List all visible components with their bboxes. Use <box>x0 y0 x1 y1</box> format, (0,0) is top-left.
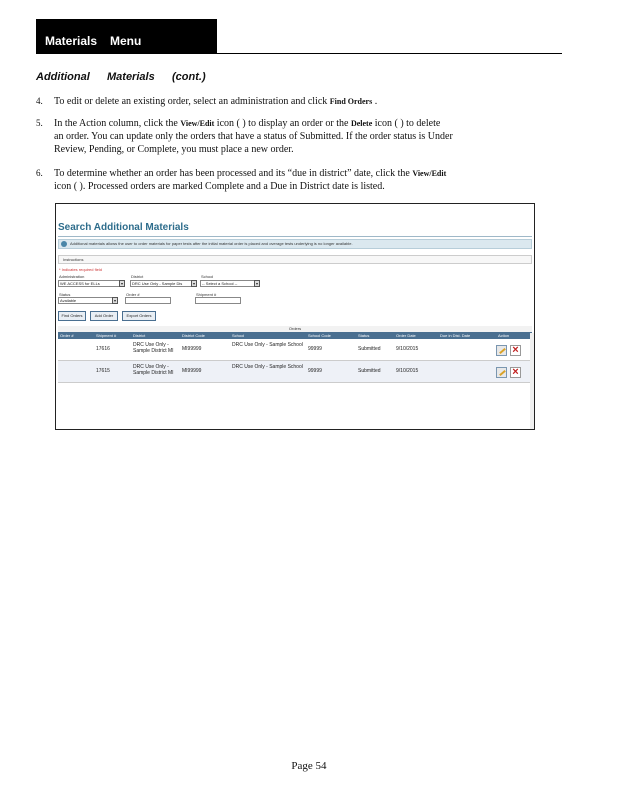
step-6-number: 6. <box>36 168 43 178</box>
status-label: Status <box>59 292 71 297</box>
step-5-text-e: icon ( ) to delete <box>374 118 441 129</box>
district-value: DRC Use Only - Sample Dis <box>132 281 183 286</box>
subtitle-word-additional: Additional <box>36 71 90 83</box>
header-rule <box>217 53 562 54</box>
col-order[interactable]: Order # <box>60 333 74 338</box>
search-additional-materials-screenshot <box>55 203 535 430</box>
cell-district: DRC Use Only - Sample District MI <box>133 364 174 376</box>
find-orders-button[interactable]: Find Orders <box>58 311 86 321</box>
cell-district: DRC Use Only - Sample District MI <box>133 342 174 354</box>
cell-order-date: 9/10/2015 <box>396 346 419 352</box>
info-text: Additional materials allows the user to order materials for paper tests after the initial material order is placed and overage tests underlying is no longer available. <box>70 241 353 246</box>
step-6-text-a: To determine whether an order has been processed and its “due in district” date, click the <box>54 168 410 179</box>
step-5-line-2: an order. You can update only the orders that have a status of Submitted. If the order status is Under <box>54 131 453 142</box>
page-number: Page 54 <box>291 760 327 772</box>
step-4-text-a: To edit or delete an existing order, select an administration and click <box>54 96 328 107</box>
grid-header <box>58 332 532 339</box>
export-orders-button[interactable]: Export Orders <box>122 311 156 321</box>
shipment-number-label: Shipment # <box>196 292 217 297</box>
cell-status: Submitted <box>358 346 381 352</box>
orders-grid <box>58 326 532 383</box>
col-school[interactable]: School <box>232 333 245 338</box>
delete-term: Delete <box>350 119 373 128</box>
add-order-button[interactable]: Add Order <box>90 311 118 321</box>
chevron-down-icon: ▾ <box>120 281 123 286</box>
chevron-down-icon: ▾ <box>192 281 195 286</box>
school-value: -- Select a School -- <box>202 281 238 286</box>
shipment-number-input[interactable] <box>195 297 241 304</box>
step-6-line-2: icon ( ). Processed orders are marked Complete and a Due in District date is listed. <box>54 181 385 192</box>
col-due-date[interactable]: Due in Dist. Date <box>440 333 471 338</box>
school-select[interactable] <box>200 280 260 287</box>
info-icon <box>61 241 67 247</box>
required-note: * Indicates required field <box>59 267 102 272</box>
step-5-number: 5. <box>36 118 43 128</box>
cell-district-code: MI99999 <box>182 368 202 374</box>
cell-school-code: 99999 <box>308 346 322 352</box>
col-school-code[interactable]: School Code <box>308 333 331 338</box>
step-5-text-c: icon ( ) to display an order or the <box>216 118 349 129</box>
subtitle-word-materials: Materials <box>107 71 155 83</box>
status-select[interactable] <box>58 297 118 304</box>
cell-order-date: 9/10/2015 <box>396 368 419 374</box>
cell-shipment: 17616 <box>96 346 110 352</box>
step-5-line-3: Review, Pending, or Complete, you must place a new order. <box>54 144 294 155</box>
delete-icon[interactable]: × <box>510 367 521 378</box>
col-action: Action <box>498 333 510 338</box>
find-orders-term: Find Orders <box>329 97 373 106</box>
step-6-line-1 <box>54 167 564 180</box>
col-district-code[interactable]: District Code <box>182 333 205 338</box>
screen-title: Search Additional Materials <box>58 222 189 233</box>
col-shipment[interactable]: Shipment # <box>96 333 117 338</box>
cell-shipment: 17615 <box>96 368 110 374</box>
step-5-line-1 <box>54 117 564 130</box>
delete-icon[interactable]: × <box>510 345 521 356</box>
cell-status: Submitted <box>358 368 381 374</box>
header-label-materials: Materials <box>45 34 98 48</box>
grid-scrollbar[interactable] <box>530 333 534 429</box>
cell-district-code: MI99999 <box>182 346 202 352</box>
step-6 <box>0 167 618 195</box>
view-edit-term: View/Edit <box>180 119 215 128</box>
status-value: Available <box>60 298 77 303</box>
instructions-label: Instructions <box>63 257 84 262</box>
edit-icon[interactable] <box>496 345 507 356</box>
administration-value: WE ACCESS for ELLs <box>60 281 100 286</box>
district-select[interactable] <box>130 280 197 287</box>
administration-label: Administration <box>59 274 85 279</box>
step-5 <box>0 117 618 159</box>
chevron-down-icon: ▾ <box>255 281 258 286</box>
step-4-text <box>54 95 564 108</box>
cell-school-code: 99999 <box>308 368 322 374</box>
section-header <box>36 19 217 54</box>
col-status[interactable]: Status <box>358 333 370 338</box>
view-edit-term-2: View/Edit <box>412 169 447 178</box>
cell-school: DRC Use Only - Sample School <box>232 342 303 348</box>
col-order-date[interactable]: Order Date <box>396 333 416 338</box>
school-label: School <box>201 274 214 279</box>
header-label-menu: Menu <box>110 34 142 48</box>
administration-select[interactable] <box>58 280 125 287</box>
subtitle-word-cont: (cont.) <box>172 71 206 83</box>
step-4-number: 4. <box>36 96 43 106</box>
edit-icon[interactable] <box>496 367 507 378</box>
col-district[interactable]: District <box>133 333 146 338</box>
step-5-text-a: In the Action column, click the <box>54 118 178 129</box>
order-number-label: Order # <box>126 292 140 297</box>
order-number-input[interactable] <box>125 297 171 304</box>
instructions-panel[interactable] <box>58 255 532 264</box>
chevron-down-icon: ▾ <box>113 298 116 303</box>
table-row <box>58 339 532 361</box>
cell-school: DRC Use Only - Sample School <box>232 364 303 370</box>
step-4 <box>0 95 618 109</box>
grid-caption: Orders <box>58 326 532 332</box>
step-4-text-c: . <box>374 96 378 107</box>
district-label: District <box>131 274 144 279</box>
screen-title-rule <box>58 236 532 237</box>
info-banner <box>58 239 532 249</box>
table-row <box>58 361 532 383</box>
